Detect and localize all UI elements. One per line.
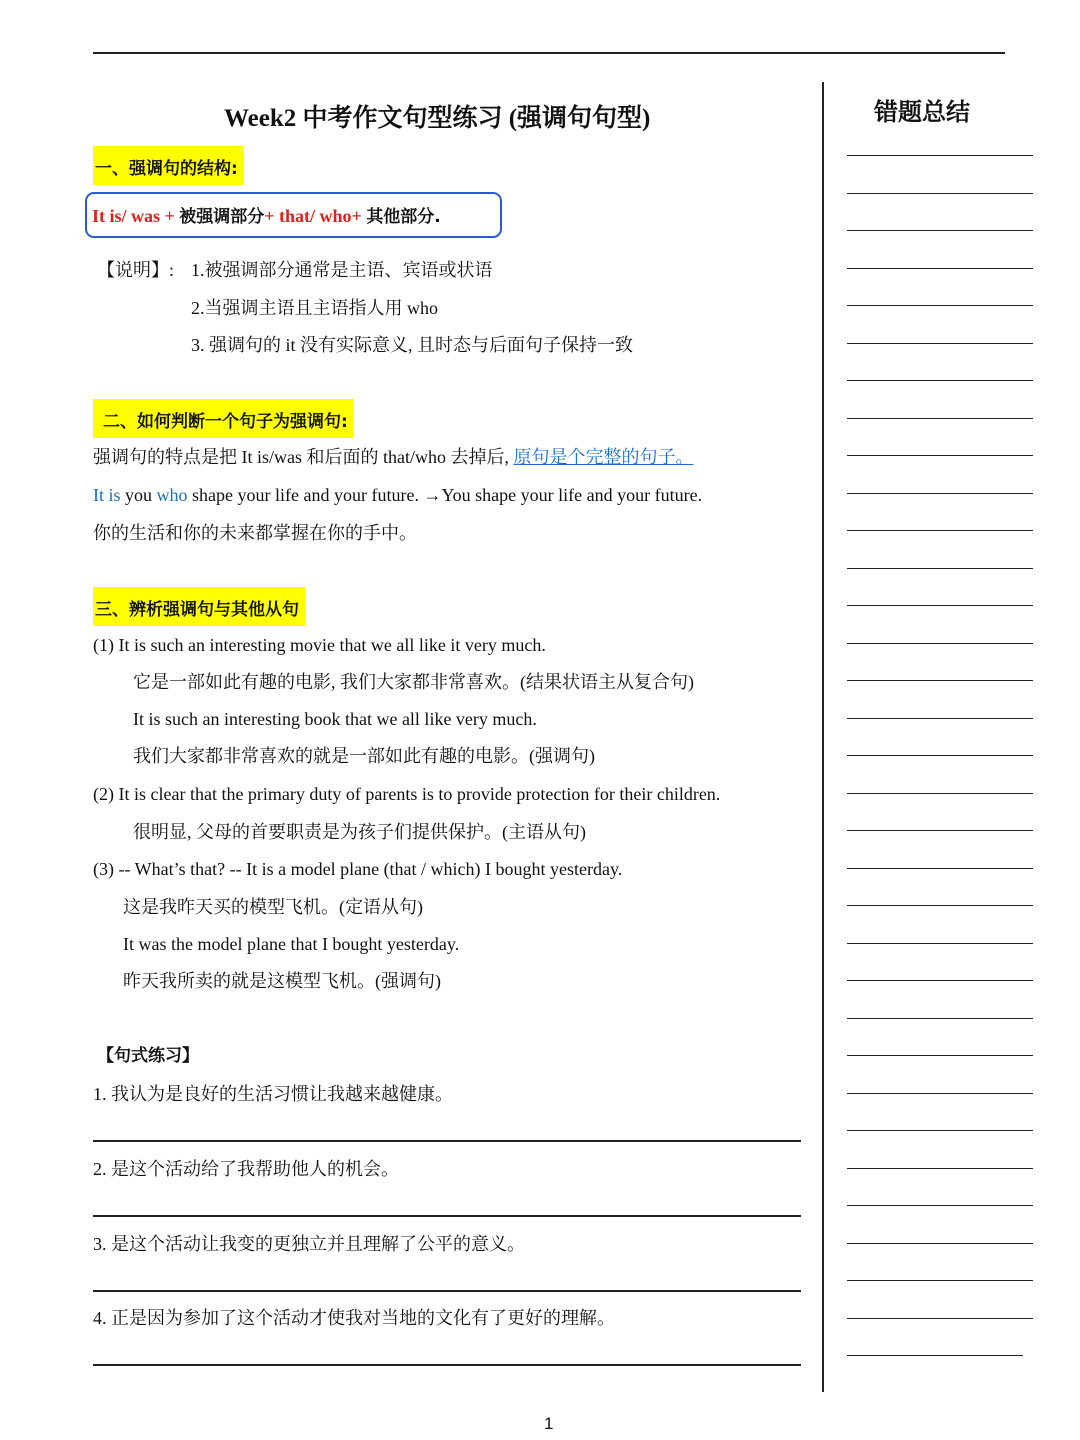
top-rule (93, 52, 1005, 54)
s3-line: 这是我昨天买的模型飞机。(定语从句) (123, 897, 423, 917)
note-line[interactable] (847, 268, 1033, 269)
section1-heading: 一、强调句的结构: (93, 146, 244, 185)
note-line[interactable] (847, 830, 1033, 831)
s3-line: 我们大家都非常喜欢的就是一部如此有趣的电影。(强调句) (133, 746, 595, 766)
example-you: you (120, 485, 157, 505)
s3-line: (2) It is clear that the primary duty of parents is to provide protection for their children. (93, 784, 721, 804)
note-line[interactable] (847, 605, 1033, 606)
section2-heading: 二、如何判断一个句子为强调句: (93, 399, 354, 438)
complete-sentence-link[interactable]: 原句是个完整的句子。 (513, 447, 694, 467)
column-divider (822, 82, 824, 1392)
note-line[interactable] (847, 1205, 1033, 1206)
note-line[interactable] (847, 530, 1033, 531)
note-line[interactable] (847, 943, 1033, 944)
note-label: 【说明】: (97, 260, 175, 280)
note-line[interactable] (847, 455, 1033, 456)
note-line[interactable] (847, 1280, 1033, 1281)
note-line[interactable] (847, 1093, 1033, 1094)
section3-heading: 三、辨析强调句与其他从句 (93, 587, 305, 626)
s3-line: It is such an interesting book that we all like very much. (133, 709, 537, 729)
answer-line[interactable] (93, 1215, 801, 1217)
note-line[interactable] (847, 380, 1033, 381)
answer-line[interactable] (93, 1364, 801, 1366)
s3-line: (1) It is such an interesting movie that we all like it very much. (93, 635, 546, 655)
s3-line: It was the model plane that I bought yesterday. (123, 934, 460, 954)
section2-example (93, 484, 702, 506)
note-line[interactable] (847, 980, 1033, 981)
note-line[interactable] (847, 418, 1033, 419)
s3-line: 昨天我所卖的就是这模型飞机。(强调句) (123, 971, 441, 991)
answer-line[interactable] (93, 1290, 801, 1292)
section2-line1 (93, 446, 694, 468)
note-line[interactable] (847, 193, 1033, 194)
note-line[interactable] (847, 155, 1033, 156)
note-3: 3. 强调句的 it 没有实际意义, 且时态与后面句子保持一致 (191, 335, 633, 355)
note-line[interactable] (847, 1018, 1033, 1019)
practice-item: 2. 是这个活动给了我帮助他人的机会。 (93, 1159, 399, 1179)
section2-translation: 你的生活和你的未来都掌握在你的手中。 (93, 523, 417, 543)
practice-heading: 【句式练习】 (97, 1046, 199, 1066)
formula-part4: 其他部分. (366, 207, 441, 227)
s3-line: 它是一部如此有趣的电影, 我们大家都非常喜欢。(结果状语主从复合句) (133, 672, 694, 692)
note-line[interactable] (847, 1355, 1023, 1356)
section2-text: 强调句的特点是把 It is/was 和后面的 that/who 去掉后, (93, 447, 514, 467)
note-line[interactable] (847, 568, 1033, 569)
note-line[interactable] (847, 1243, 1033, 1244)
note-line[interactable] (847, 905, 1033, 906)
note-line[interactable] (847, 718, 1033, 719)
example-it-is: It is (93, 485, 121, 505)
sidebar-title: 错题总结 (874, 98, 970, 126)
s3-line: (3) -- What’s that? -- It is a model plane (that / which) I bought yesterday. (93, 859, 623, 879)
formula-part3: + that/ who+ (264, 206, 367, 226)
formula-part1: It is/ was + (92, 206, 180, 226)
note-line[interactable] (847, 305, 1033, 306)
note-line[interactable] (847, 680, 1033, 681)
formula-part2: 被强调部分 (179, 207, 265, 227)
page-title: Week2 中考作文句型练习 (强调句句型) (224, 105, 651, 132)
note-line[interactable] (847, 493, 1033, 494)
note-line[interactable] (847, 868, 1033, 869)
note-line[interactable] (847, 643, 1033, 644)
note-1: 1.被强调部分通常是主语、宾语或状语 (191, 260, 493, 280)
formula (92, 205, 441, 228)
note-line[interactable] (847, 343, 1033, 344)
practice-item: 3. 是这个活动让我变的更独立并且理解了公平的意义。 (93, 1234, 525, 1254)
note-line[interactable] (847, 1055, 1033, 1056)
answer-line[interactable] (93, 1140, 801, 1142)
note-2: 2.当强调主语且主语指人用 who (191, 298, 438, 318)
note-line[interactable] (847, 755, 1033, 756)
example-who: who (156, 485, 188, 505)
example-rest: shape your life and your future. →You shape your life and your future. (187, 485, 703, 505)
practice-item: 1. 我认为是良好的生活习惯让我越来越健康。 (93, 1084, 453, 1104)
practice-item: 4. 正是因为参加了这个活动才使我对当地的文化有了更好的理解。 (93, 1308, 615, 1328)
note-line[interactable] (847, 793, 1033, 794)
note-line[interactable] (847, 1130, 1033, 1131)
page-number: 1 (544, 1414, 554, 1433)
note-line[interactable] (847, 1168, 1033, 1169)
s3-line: 很明显, 父母的首要职责是为孩子们提供保护。(主语从句) (133, 822, 586, 842)
note-line[interactable] (847, 230, 1033, 231)
note-line[interactable] (847, 1318, 1033, 1319)
